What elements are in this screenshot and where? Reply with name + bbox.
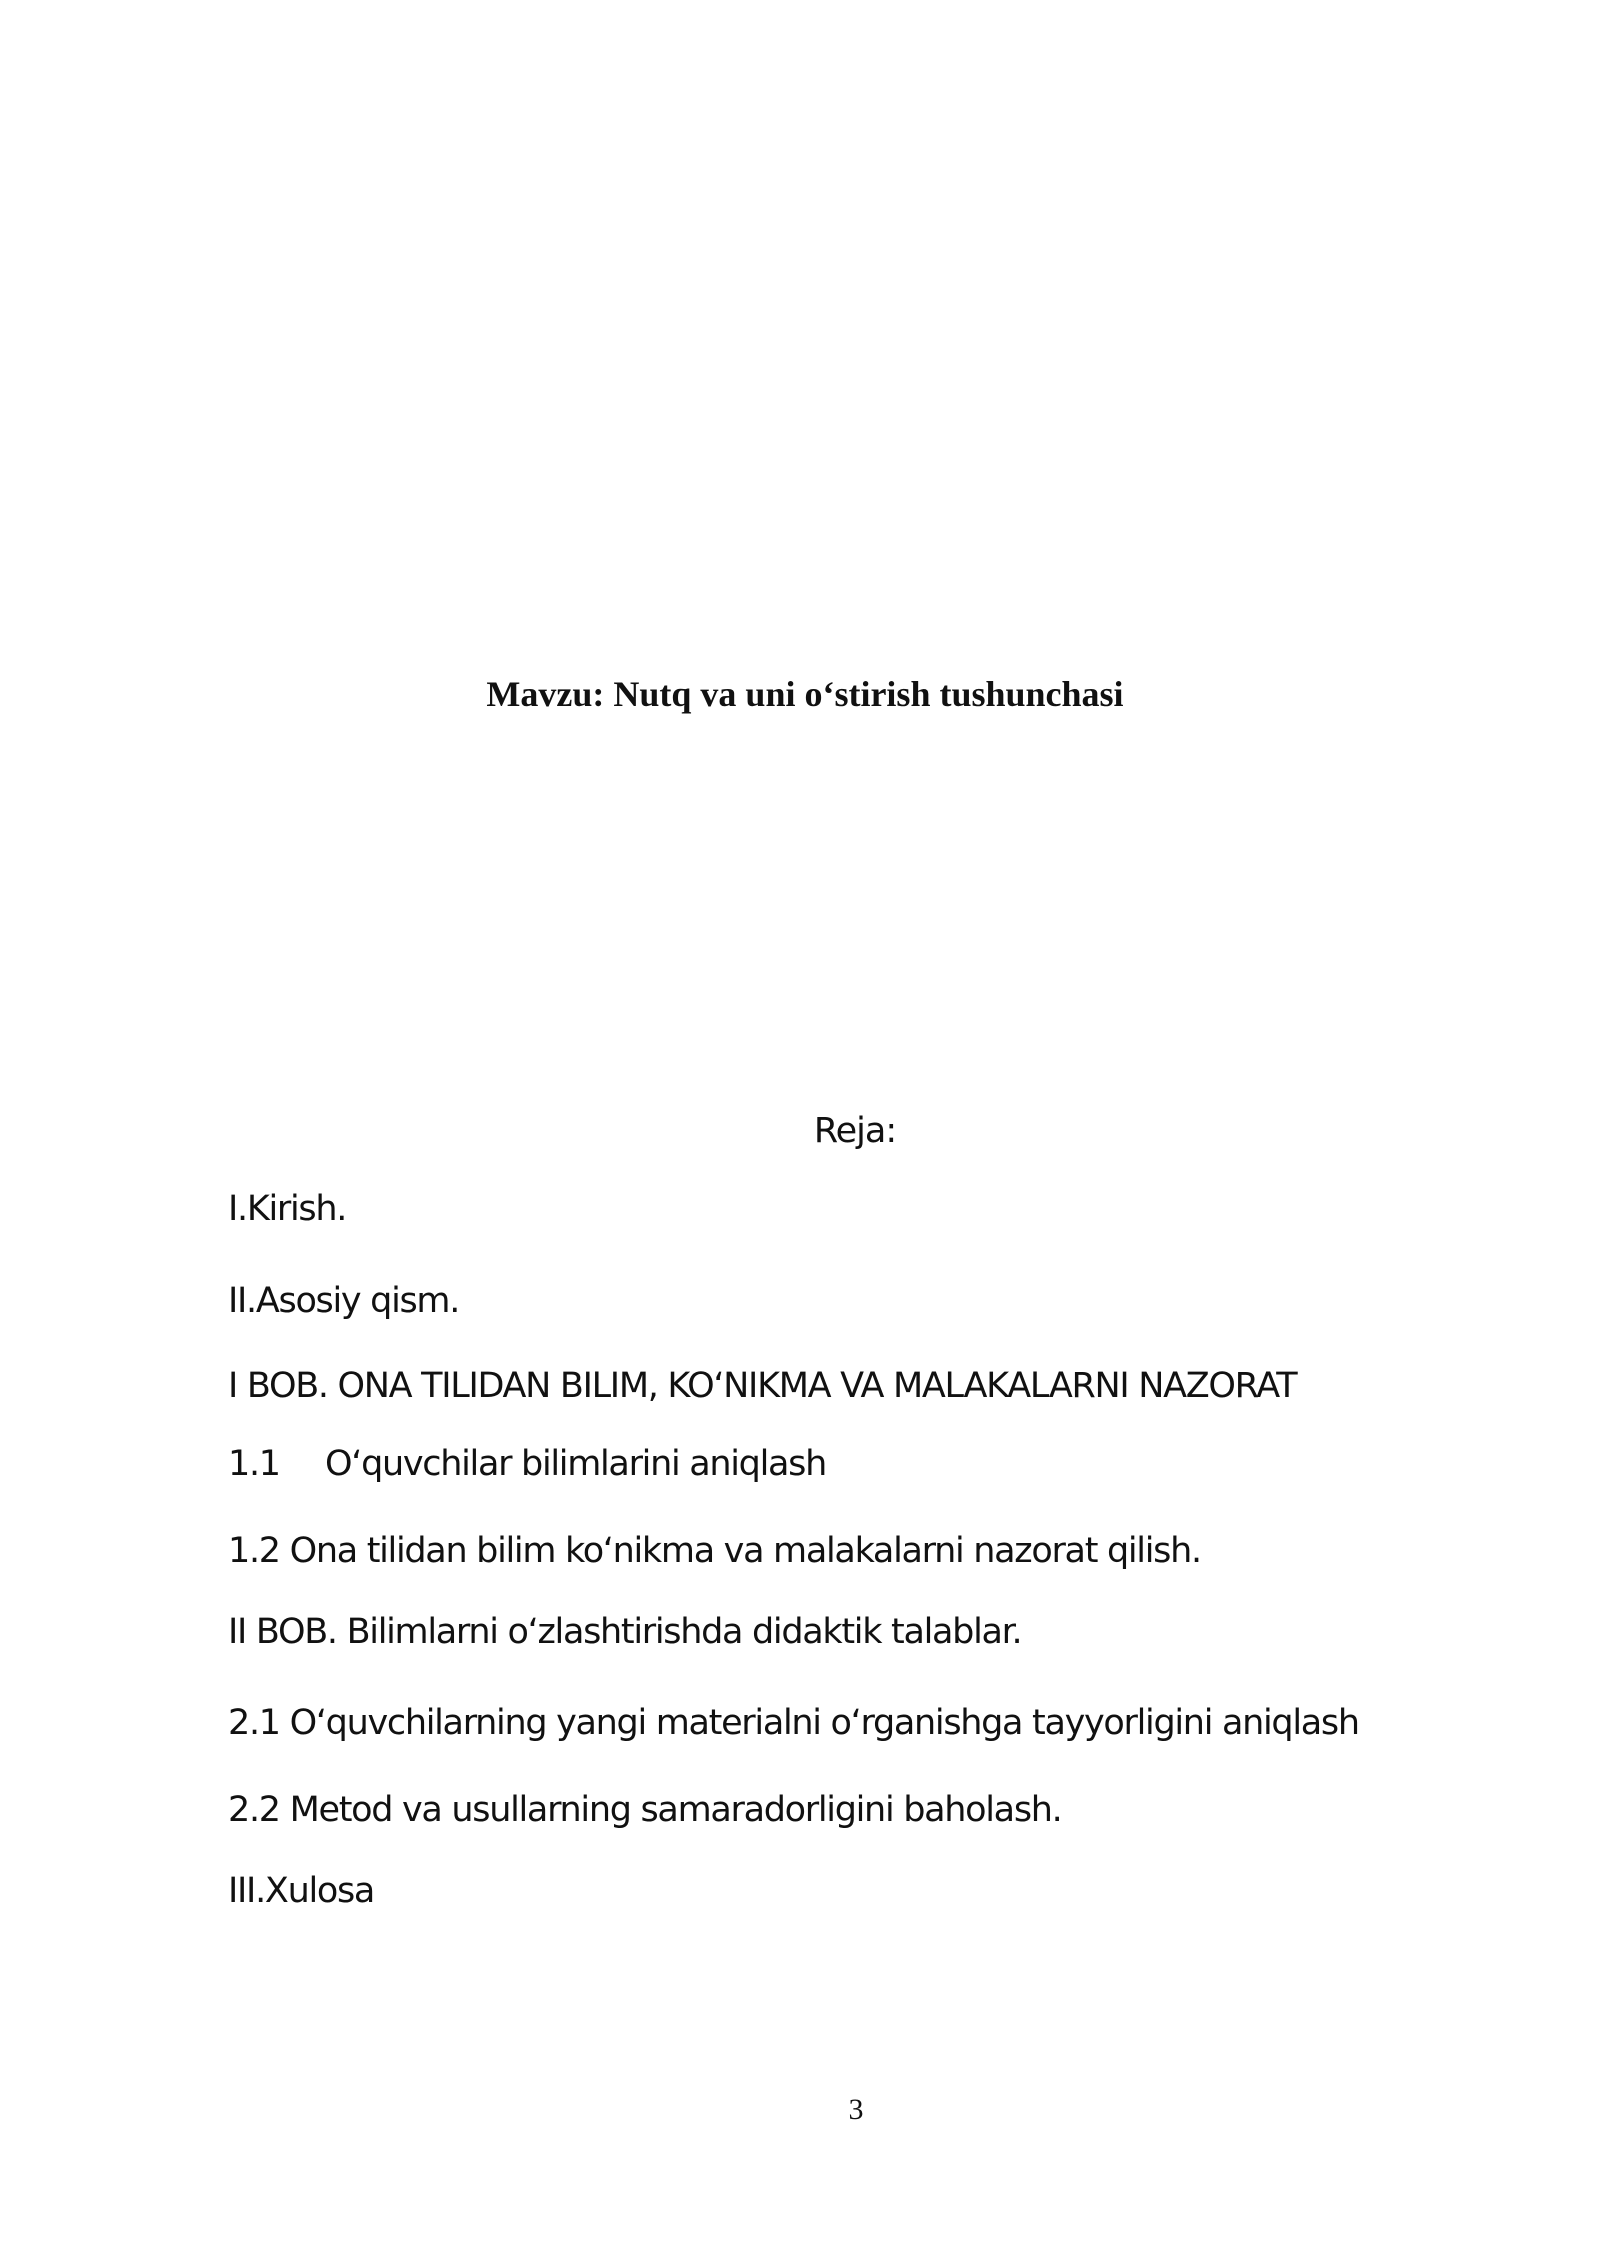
document-title: Mavzu: Nutq va uni o‘stirish tushunchasi [486, 674, 1124, 714]
plan-item-section-1-2: 1.2 Ona tilidan bilim ko‘nikma va malakalarni nazorat qilish. [228, 1531, 1201, 1571]
plan-item-section-1-1 [228, 1441, 826, 1487]
page-number: 3 [848, 2093, 864, 2126]
plan-item-chapter-2: II BOB. Bilimlarni o‘zlashtirishda didaktik talablar. [228, 1612, 1022, 1652]
plan-item-main-part: II.Asosiy qism. [228, 1281, 460, 1321]
plan-item-section-2-2: 2.2 Metod va usullarning samaradorligini baholash. [228, 1790, 1062, 1830]
plan-heading: Reja: [813, 1111, 897, 1151]
section-title: O‘quvchilar bilimlarini aniqlash [325, 1444, 826, 1484]
section-number: 1.1 [228, 1444, 280, 1484]
plan-item-chapter-1: I BOB. ONA TILIDAN BILIM, KO‘NIKMA VA MALAKALARNI NAZORAT [228, 1366, 1297, 1406]
plan-item-section-2-1: 2.1 O‘quvchilarning yangi materialni o‘rganishga tayyorligini aniqlash [228, 1703, 1359, 1743]
plan-item-introduction: I.Kirish. [228, 1189, 347, 1229]
plan-item-conclusion: III.Xulosa [228, 1871, 375, 1911]
